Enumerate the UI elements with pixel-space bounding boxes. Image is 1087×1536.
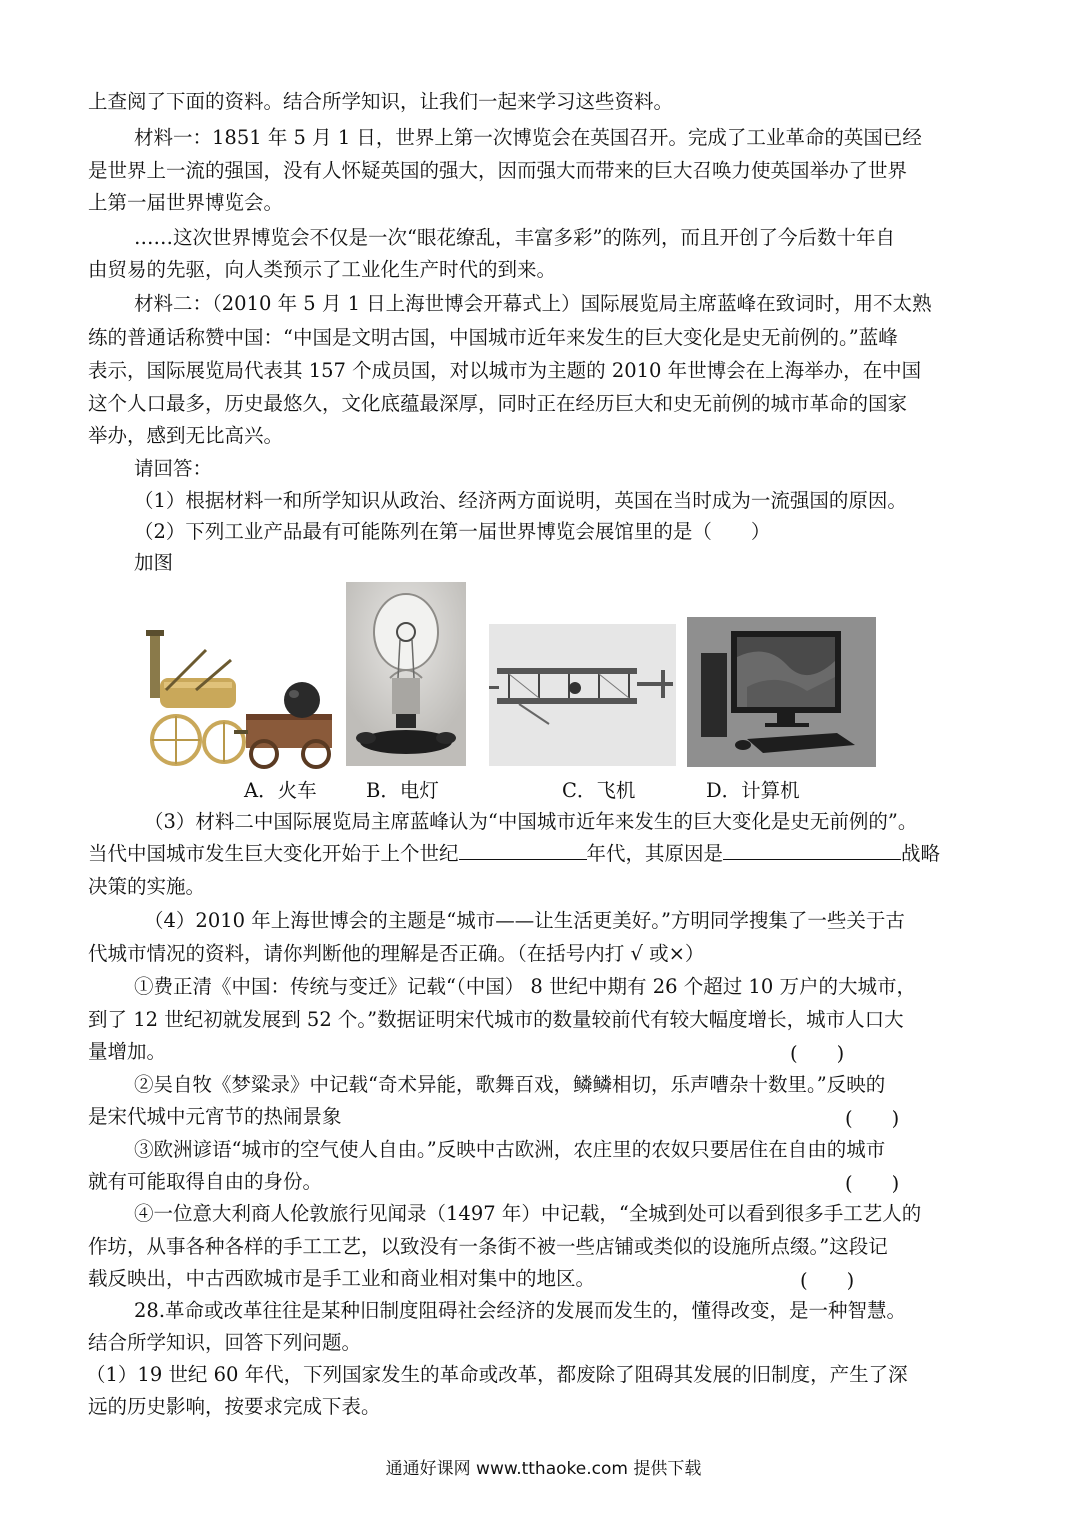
lightbulb-image (346, 582, 466, 766)
answer-blank-reason[interactable] (723, 841, 901, 860)
question-28: 28.革命或改革往往是某种旧制度阻碍社会经济的发展而发生的，懂得改变，是一种智慧。 (134, 1299, 907, 1322)
option-c-label: C．飞机 (562, 779, 636, 802)
material-two-line: 举办，感到无比高兴。 (88, 424, 284, 447)
material-one-line: 上第一届世界博览会。 (88, 191, 284, 214)
item-3: ③欧洲谚语“城市的空气使人自由。”反映中古欧洲，农庄里的农奴只要居住在自由的城市 (134, 1138, 886, 1161)
item-1-line: 到了 12 世纪初就发展到 52 个。”数据证明宋代城市的数量较前代有较大幅度增长，城市人口大 (88, 1008, 904, 1031)
airplane-image (489, 624, 676, 766)
question-3-line (88, 840, 940, 868)
material-one-line: 材料一：1851 年 5 月 1 日，世界上第一次博览会在英国召开。完成了工业革命的英国已经 (134, 126, 922, 149)
option-a-label: A．火车 (244, 779, 317, 802)
prompt-line: 请回答： (134, 457, 213, 480)
item-3-line: 就有可能取得自由的身份。 (88, 1170, 323, 1193)
item-4-line: 载反映出，中古西欧城市是手工业和商业相对集中的地区。 (88, 1267, 596, 1290)
question-1: （1）根据材料一和所学知识从政治、经济两方面说明，英国在当时成为一流强国的原因。 (134, 489, 907, 512)
question-28-part-1-line: 远的历史影响，按要求完成下表。 (88, 1395, 381, 1418)
material-two-line: 表示，国际展览局代表其 157 个成员国，对以城市为主题的 2010 年世博会在上海举办，在中国 (88, 359, 922, 382)
material-two-line: 这个人口最多，历史最悠久，文化底蕴最深厚，同时正在经历巨大和史无前例的城市革命的国家 (88, 392, 908, 415)
locomotive-image (136, 630, 336, 770)
figure-label: 加图 (134, 551, 174, 574)
judge-paren-2[interactable]: ( ) (845, 1107, 900, 1130)
material-one-line: 是世界上一流的强国，没有人怀疑英国的强大，因而强大而带来的巨大召唤力使英国举办了世界 (88, 159, 908, 182)
material-two-line: 练的普通话称赞中国：“中国是文明古国，中国城市近年来发生的巨大变化是史无前例的。”蓝峰 (88, 326, 898, 349)
option-b-label: B．电灯 (366, 779, 439, 802)
item-1-line: 量增加。 (88, 1040, 167, 1063)
judge-paren-1[interactable]: ( ) (790, 1042, 845, 1065)
question-28-part-1: （1）19 世纪 60 年代，下列国家发生的革命或改革，都废除了阻碍其发展的旧制度，产生了深 (86, 1363, 908, 1386)
judge-paren-4[interactable]: ( ) (800, 1269, 855, 1292)
question-3-line: 决策的实施。 (88, 875, 206, 898)
computer-image (687, 617, 876, 767)
option-d-label: D．计算机 (706, 779, 800, 802)
intro-line: 上查阅了下面的资料。结合所学知识，让我们一起来学习这些资料。 (88, 90, 674, 113)
material-two-line: 材料二：（2010 年 5 月 1 日上海世博会开幕式上）国际展览局主席蓝峰在致词时，用不太熟 (134, 292, 932, 315)
material-one-line: ……这次世界博览会不仅是一次“眼花缭乱，丰富多彩”的陈列，而且开创了今后数十年自 (134, 226, 895, 249)
page-footer: 通通好课网 www.tthaoke.com 提供下载 (385, 1459, 702, 1479)
question-28-line: 结合所学知识，回答下列问题。 (88, 1331, 362, 1354)
question-4-line: 代城市情况的资料，请你判断他的理解是否正确。（在括号内打 √ 或×） (88, 942, 705, 965)
question-3-text: 战略 (901, 842, 941, 865)
question-3: （3）材料二中国际展览局主席蓝峰认为“中国城市近年来发生的巨大变化是史无前例的”。 (144, 810, 918, 833)
question-4: （4）2010 年上海世博会的主题是“城市——让生活更美好。”方明同学搜集了一些关于古 (144, 909, 905, 932)
question-3-text: 年代，其原因是 (586, 842, 724, 865)
item-2: ②吴自牧《梦粱录》中记载“奇术异能，歌舞百戏，鳞鳞相切，乐声嘈杂十数里。”反映的 (134, 1073, 886, 1096)
material-one-line: 由贸易的先驱，向人类预示了工业化生产时代的到来。 (88, 258, 557, 281)
item-2-line: 是宋代城中元宵节的热闹景象 (88, 1105, 342, 1128)
judge-paren-3[interactable]: ( ) (845, 1172, 900, 1195)
answer-blank-decade[interactable] (459, 841, 587, 860)
question-2: （2）下列工业产品最有可能陈列在第一届世界博览会展馆里的是（ ） (134, 520, 771, 543)
item-4-line: 作坊，从事各种各样的手工工艺，以致没有一条街不被一些店铺或类似的设施所点缀。”这段记 (88, 1235, 888, 1258)
item-4: ④一位意大利商人伦敦旅行见闻录（1497 年）中记载，“全城到处可以看到很多手工艺人的 (134, 1202, 922, 1225)
question-3-text: 当代中国城市发生巨大变化开始于上个世纪 (88, 842, 459, 865)
item-1: ①费正清《中国：传统与变迁》记载“（中国） 8 世纪中期有 26 个超过 10 万户的大城市， (134, 975, 916, 998)
